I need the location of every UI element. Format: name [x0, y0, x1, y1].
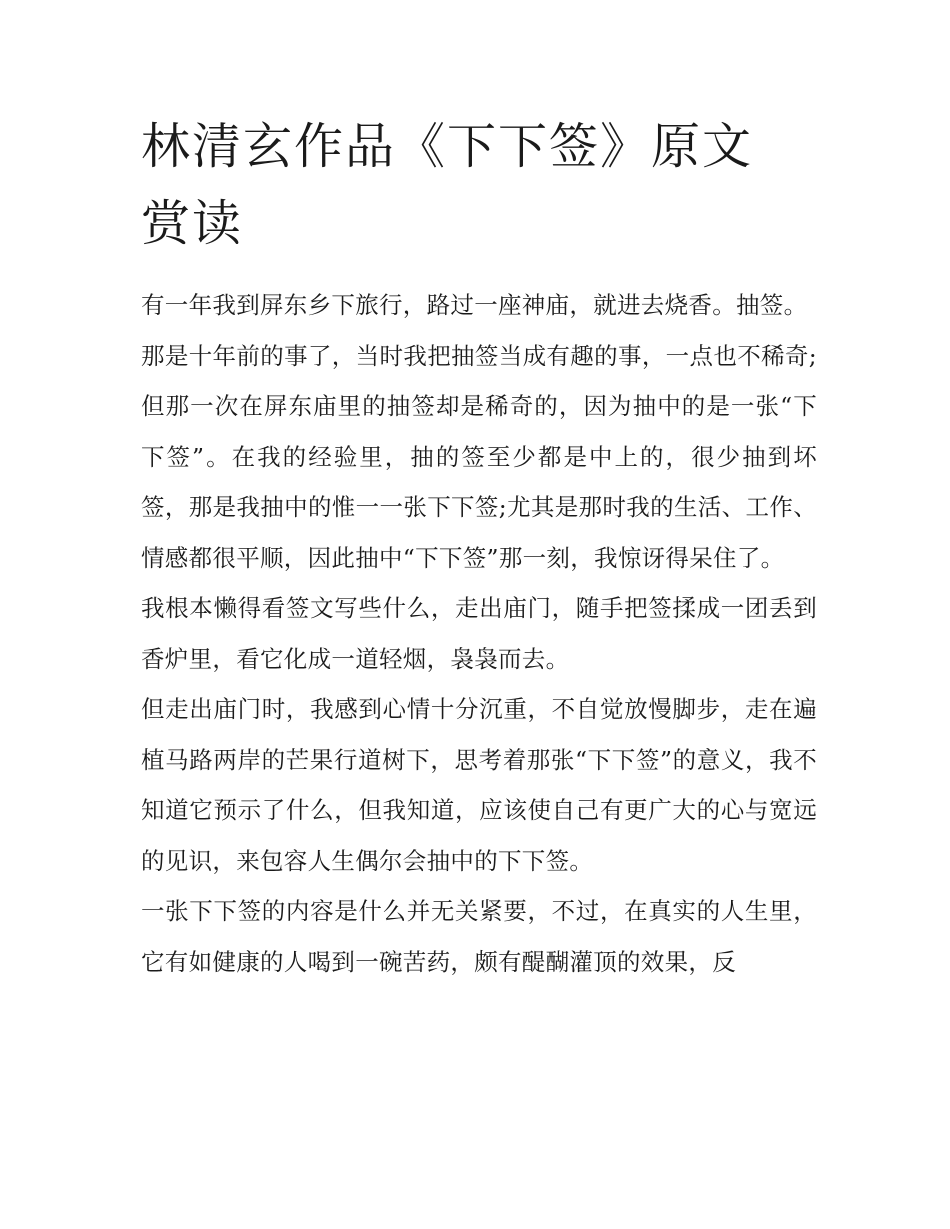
- document-body: [141, 280, 817, 987]
- paragraph: 我根本懒得看签文写些什么，走出庙门，随手把签揉成一团丢到香炉里，看它化成一道轻烟，袅袅而去。: [141, 594, 817, 673]
- paragraph: 一张下下签的内容是什么并无关紧要，不过，在真实的人生里，它有如健康的人喝到一碗苦药，颇有醍醐灌顶的效果，反: [141, 897, 817, 976]
- document-content: [141, 108, 817, 987]
- paragraph: 但走出庙门时，我感到心情十分沉重，不自觉放慢脚步，走在遍植马路两岸的芒果行道树下，思考着那张“下下签”的意义，我不知道它预示了什么，但我知道，应该使自己有更广大的心与宽远的见识，来包容人生偶尔会抽中的下下签。: [141, 695, 817, 875]
- paragraph: 有一年我到屏东乡下旅行，路过一座神庙，就进去烧香。抽签。: [141, 291, 808, 319]
- document-title: 林清玄作品《下下签》原文赏读: [141, 118, 754, 252]
- paragraph: 那是十年前的事了，当时我把抽签当成有趣的事，一点也不稀奇;但那一次在屏东庙里的抽签却是稀奇的，因为抽中的是一张“下下签”。在我的经验里，抽的签至少都是中上的，很少抽到坏签，那是我抽中的惟一一张下下签;尤其是那时我的生活、工作、情感都很平顺，因此抽中“下下签”那一刻，我惊讶得呆住了。: [141, 341, 817, 572]
